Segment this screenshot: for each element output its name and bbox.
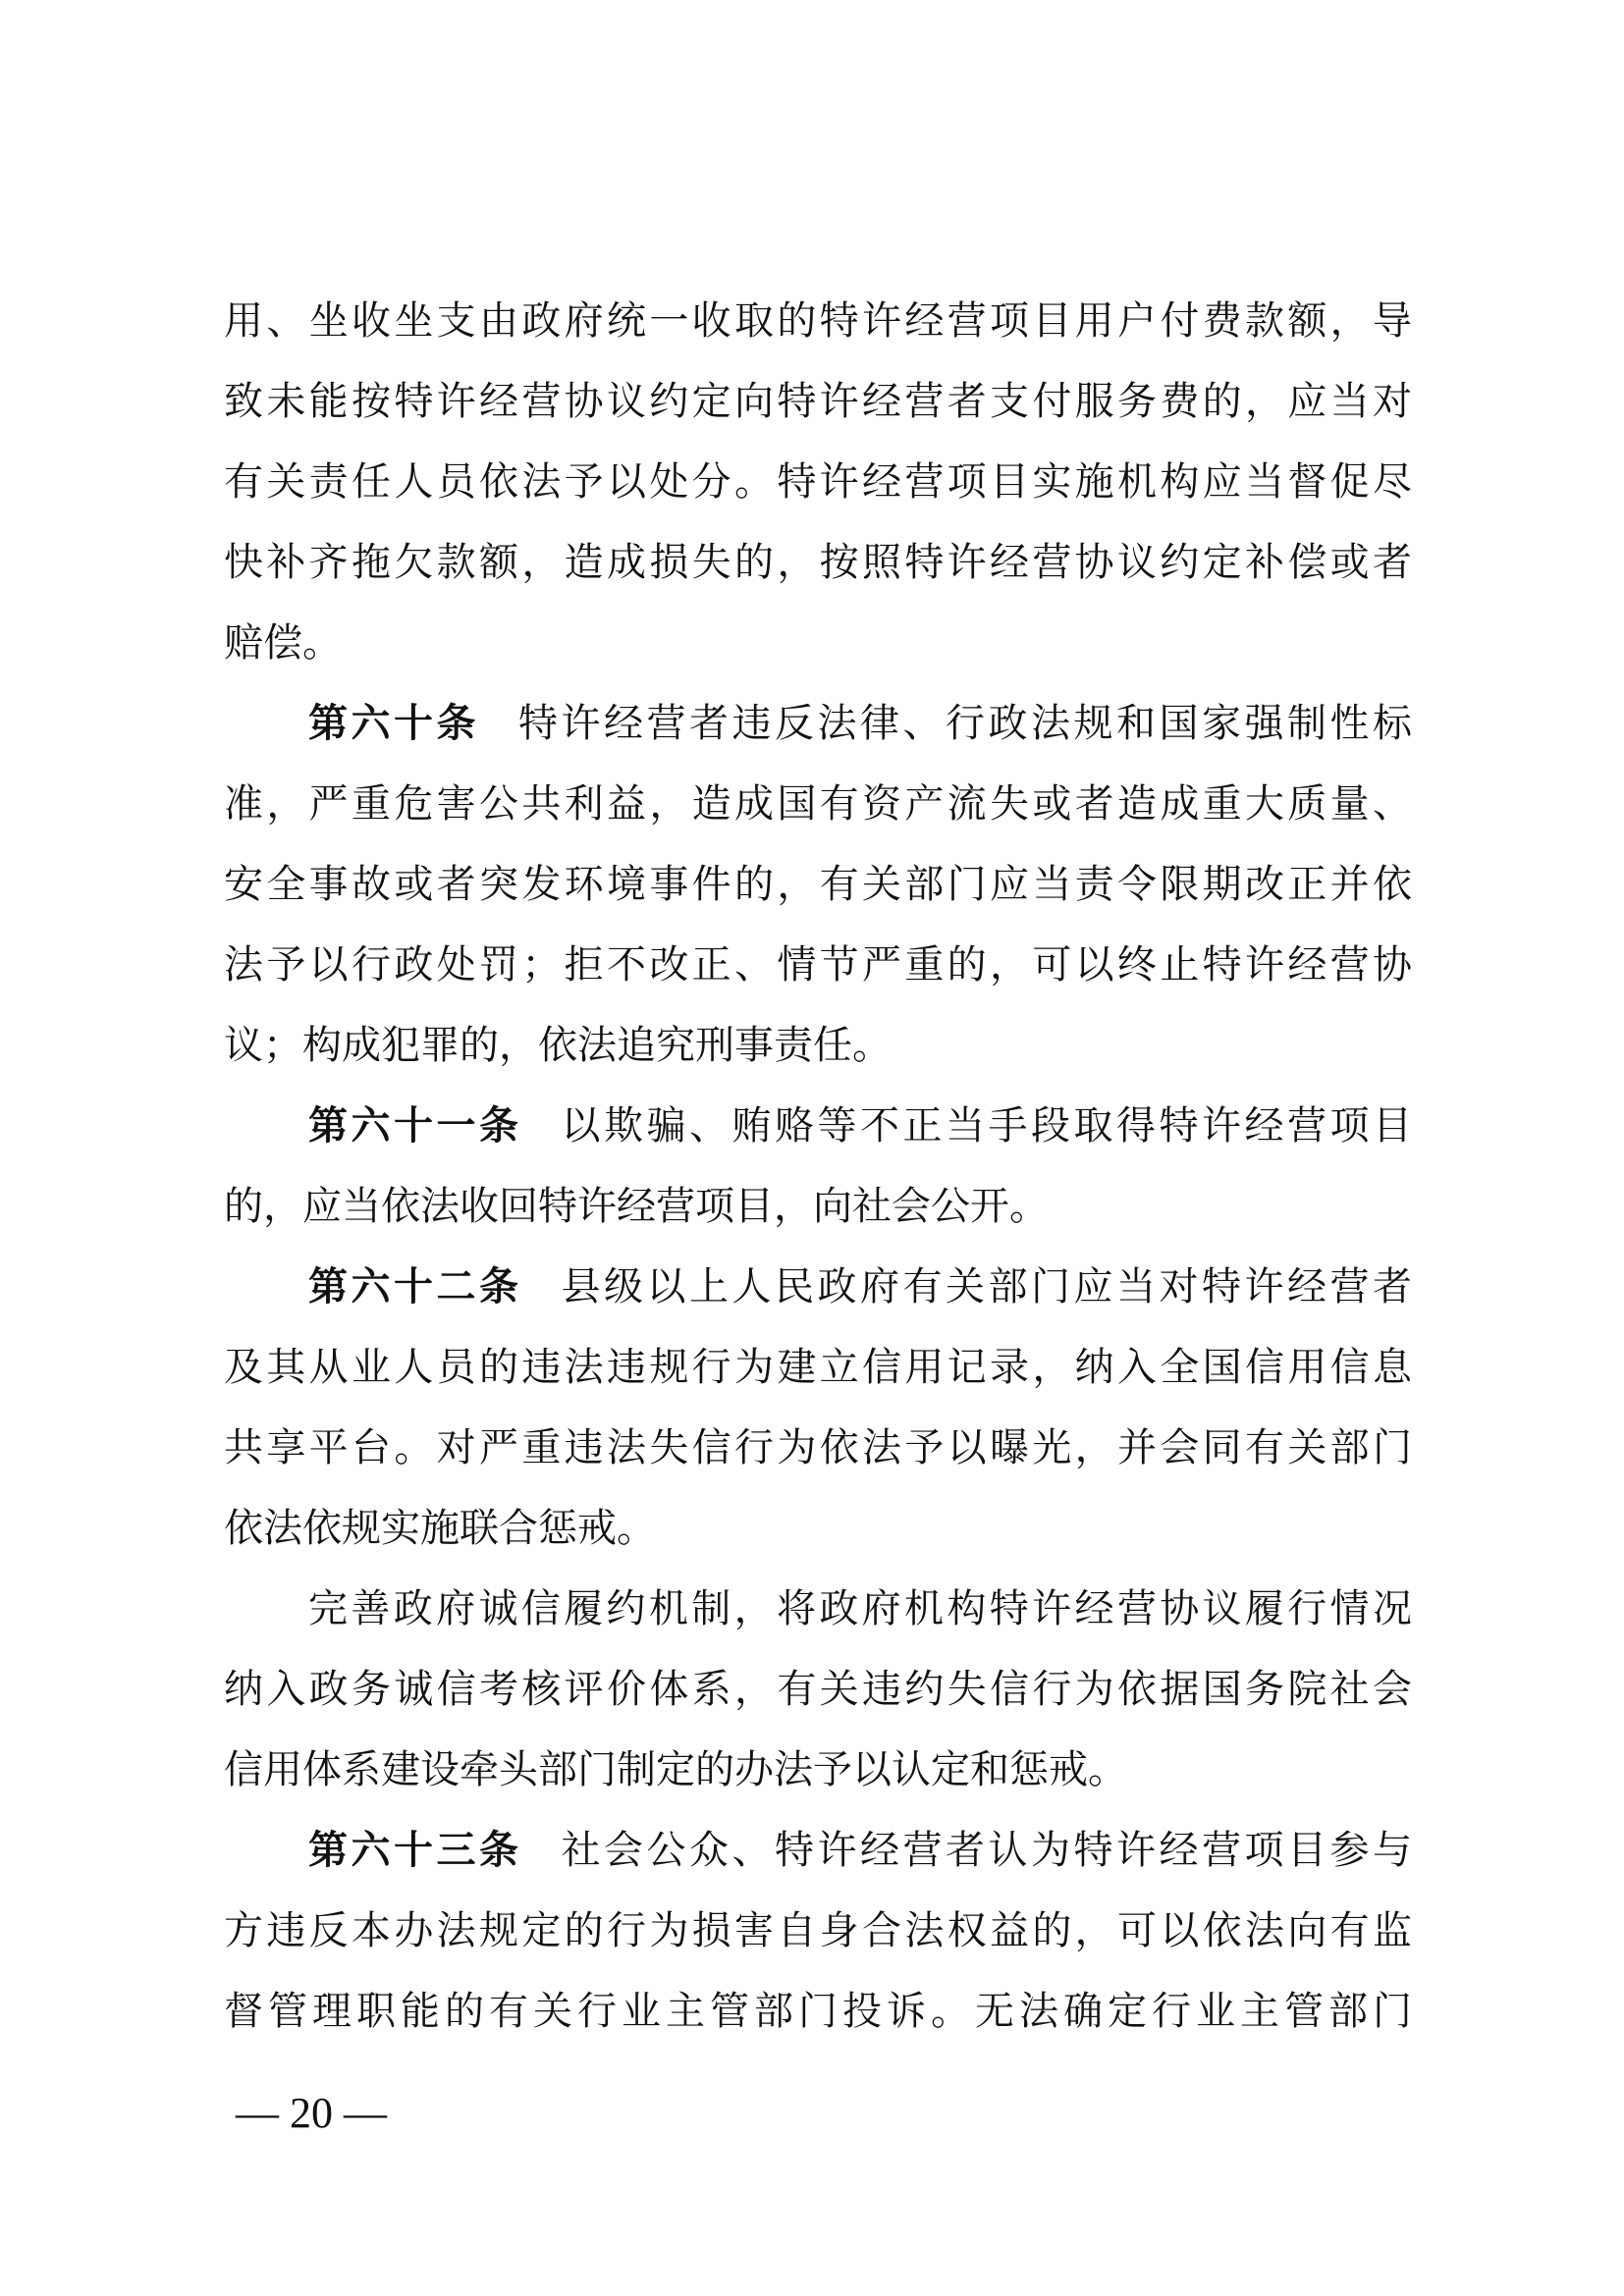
text-line: 有关责任人员依法予以处分。特许经营项目实施机构应当督促尽 xyxy=(224,459,1412,505)
article-heading: 第六十条 xyxy=(308,701,479,746)
text-line: 完善政府诚信履约机制，将政府机构特许经营协议履行情况 xyxy=(308,1586,1412,1631)
article-61 xyxy=(224,1092,1412,1253)
text-line: 纳入政务诚信考核评价体系，有关违约失信行为依据国务院社会 xyxy=(224,1667,1412,1712)
article-62 xyxy=(224,1253,1412,1575)
text-line: 准，严重危害公共利益，造成国有资产流失或者造成重大质量、 xyxy=(224,781,1412,827)
article-heading: 第六十二条 xyxy=(308,1264,522,1309)
paragraph-continuation xyxy=(224,287,1412,689)
article-first-line xyxy=(224,1816,1412,1896)
article-60 xyxy=(224,689,1412,1092)
article-63 xyxy=(224,1816,1412,2057)
text-line: 依法依规实施联合惩戒。 xyxy=(224,1506,656,1551)
text-span: 县级以上人民政府有关部门应当对特许经营者 xyxy=(561,1264,1412,1309)
text-line: 用、坐收坐支由政府统一收取的特许经营项目用户付费款额，导 xyxy=(224,298,1412,344)
text-line: 安全事故或者突发环境事件的，有关部门应当责令限期改正并依 xyxy=(224,862,1412,907)
text-line: 信用体系建设牵头部门制定的办法予以认定和惩戒。 xyxy=(224,1747,1127,1792)
text-line: 共享平台。对严重违法失信行为依法予以曝光，并会同有关部门 xyxy=(224,1425,1412,1470)
article-first-line xyxy=(224,1253,1412,1333)
text-line: 赔偿。 xyxy=(224,620,342,666)
document-page xyxy=(224,287,1412,2057)
paragraph-government-integrity xyxy=(224,1575,1412,1816)
article-heading: 第六十一条 xyxy=(308,1103,522,1148)
text-line: 的，应当依法收回特许经营项目，向社会公开。 xyxy=(224,1184,1049,1229)
text-line: 快补齐拖欠款额，造成损失的，按照特许经营协议约定补偿或者 xyxy=(224,540,1412,585)
article-heading: 第六十三条 xyxy=(308,1828,522,1873)
text-line: 法予以行政处罚；拒不改正、情节严重的，可以终止特许经营协 xyxy=(224,942,1412,988)
article-first-line xyxy=(224,689,1412,770)
text-line: 方违反本办法规定的行为损害自身合法权益的，可以依法向有监 xyxy=(224,1908,1412,1953)
text-line: 致未能按特许经营协议约定向特许经营者支付服务费的，应当对 xyxy=(224,379,1412,424)
text-span: 以欺骗、贿赂等不正当手段取得特许经营项目 xyxy=(561,1103,1412,1148)
text-span: 社会公众、特许经营者认为特许经营项目参与 xyxy=(561,1828,1412,1873)
text-span: 特许经营者违反法律、行政法规和国家强制性标 xyxy=(518,701,1412,746)
page-number: — 20 — xyxy=(236,2089,387,2137)
text-line: 议；构成犯罪的，依法追究刑事责任。 xyxy=(224,1023,892,1068)
text-line: 督管理职能的有关行业主管部门投诉。无法确定行业主管部门 xyxy=(224,1989,1412,2034)
text-line: 及其从业人员的违法违规行为建立信用记录，纳入全国信用信息 xyxy=(224,1345,1412,1390)
article-first-line xyxy=(224,1092,1412,1172)
